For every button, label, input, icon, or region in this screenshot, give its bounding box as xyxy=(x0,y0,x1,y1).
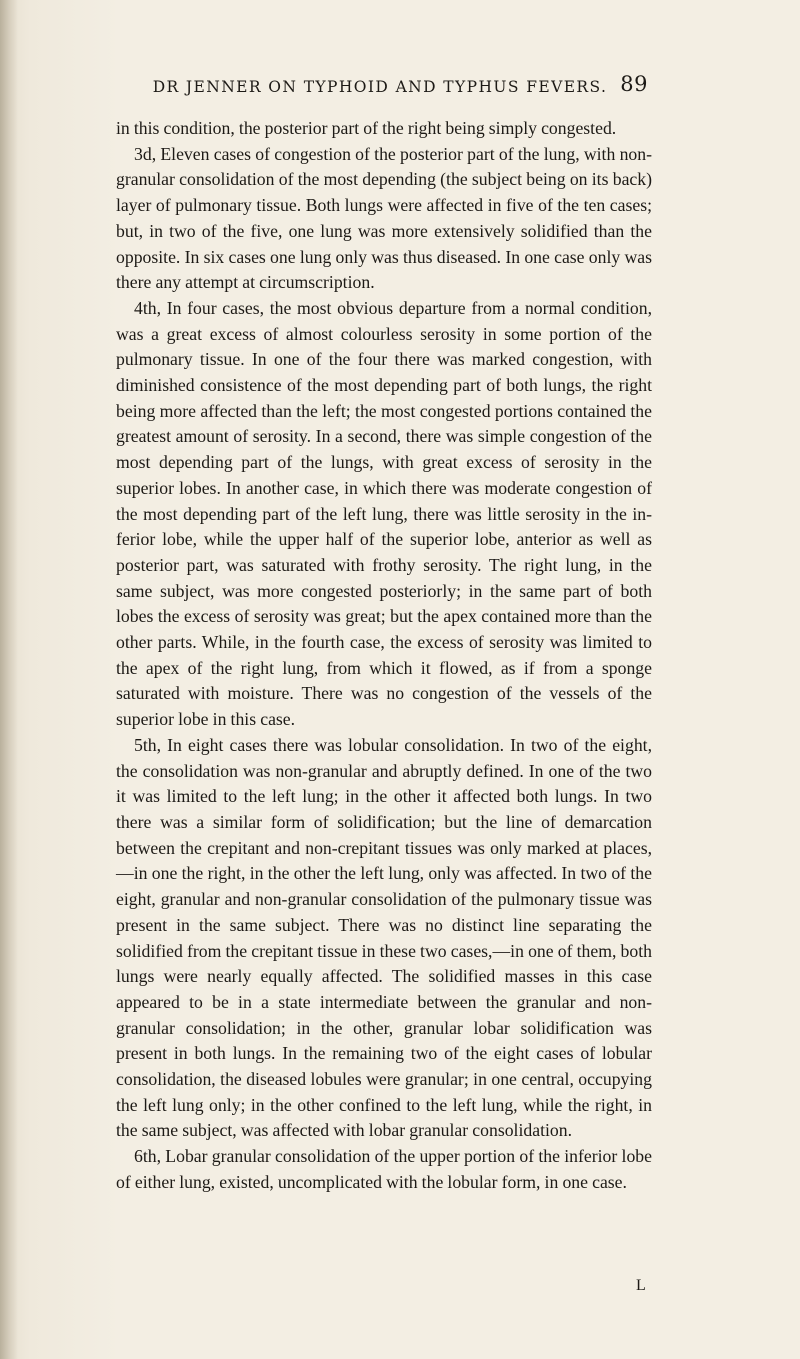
page-gutter xyxy=(0,0,18,1359)
paragraph-5th: 5th, In eight cases there was lobular consolidation. In two of the eight, the consolidation was non-granular and abruptly defined. In one of the two it was limited to the left lung; in the other it affected both lungs. In two there was a similar form of solidification; but the line of demarcation between the crepitant and non-crepitant tissues was only marked at places,—in one the right, in the other the left lung, only was affected. In two of the eight, granular and non-granular consolidation of the pulmonary tissue was present in the same subject. There was no distinct line separating the solidified from the crepitant tissue in these two cases,—in one of them, both lungs were nearly equally affected. The solidified masses in this case appeared to be in a state intermediate between the granular and non-granular consolidation; in the other, granular lobar solidification was present in both lungs. In the remaining two of the eight cases of lobular consolidation, the diseased lobules were granular; in one central, occupying the left lung only; in the other confined to the left lung, while the right, in the same subject, was affected with lobar granular consolidation. xyxy=(116,734,652,1141)
paragraph-3d: 3d, Eleven cases of congestion of the posterior part of the lung, with non-granular consolidation of the most depending (the subject being on its back) layer of pulmonary tissue. Both lungs were affected in five of the ten cases; but, in two of the five, one lung was more extensively solidified than the opposite. In six cases one lung only was thus diseased. In one case only was there any attempt at circumscription. xyxy=(116,143,652,293)
paragraph-4th: 4th, In four cases, the most obvious departure from a normal condition, was a great excess of almost colourless serosity in some portion of the pulmonary tissue. In one of the four there was marked congestion, with diminished consistence of the most depending part of both lungs, the right being more affected than the left; the most congested portions contained the greatest amount of serosity. In a second, there was simple congestion of the most depending part of the lungs, with great excess of serosity in the superior lobes. In another case, in which there was moderate congestion of the most depending part of the left lung, there was little serosity in the inferior lobe, while the upper half of the superior lobe, anterior as well as posterior part, was saturated with frothy serosity. The right lung, in the same subject, was more congested posteriorly; in the same part of both lobes the excess of serosity was great; but the apex contained more than the other parts. While, in the fourth case, the excess of serosity was limited to the apex of the right lung, from which it flowed, as if from a sponge saturated with moisture. There was no congestion of the vessels of the superior lobe in this case. xyxy=(116,297,652,730)
running-title: DR JENNER ON TYPHOID AND TYPHUS FEVERS. xyxy=(152,78,608,96)
paragraph-6th: 6th, Lobar granular consolidation of the upper portion of the inferior lobe of either lung, existed, uncomplicated with the lobular form, in one case. xyxy=(116,1146,652,1192)
page-number: 89 xyxy=(620,72,648,96)
page-body xyxy=(116,116,652,1196)
signature-mark: L xyxy=(636,1277,646,1294)
paragraph-continuation: in this condition, the posterior part of the right being simply congested. xyxy=(116,118,617,138)
